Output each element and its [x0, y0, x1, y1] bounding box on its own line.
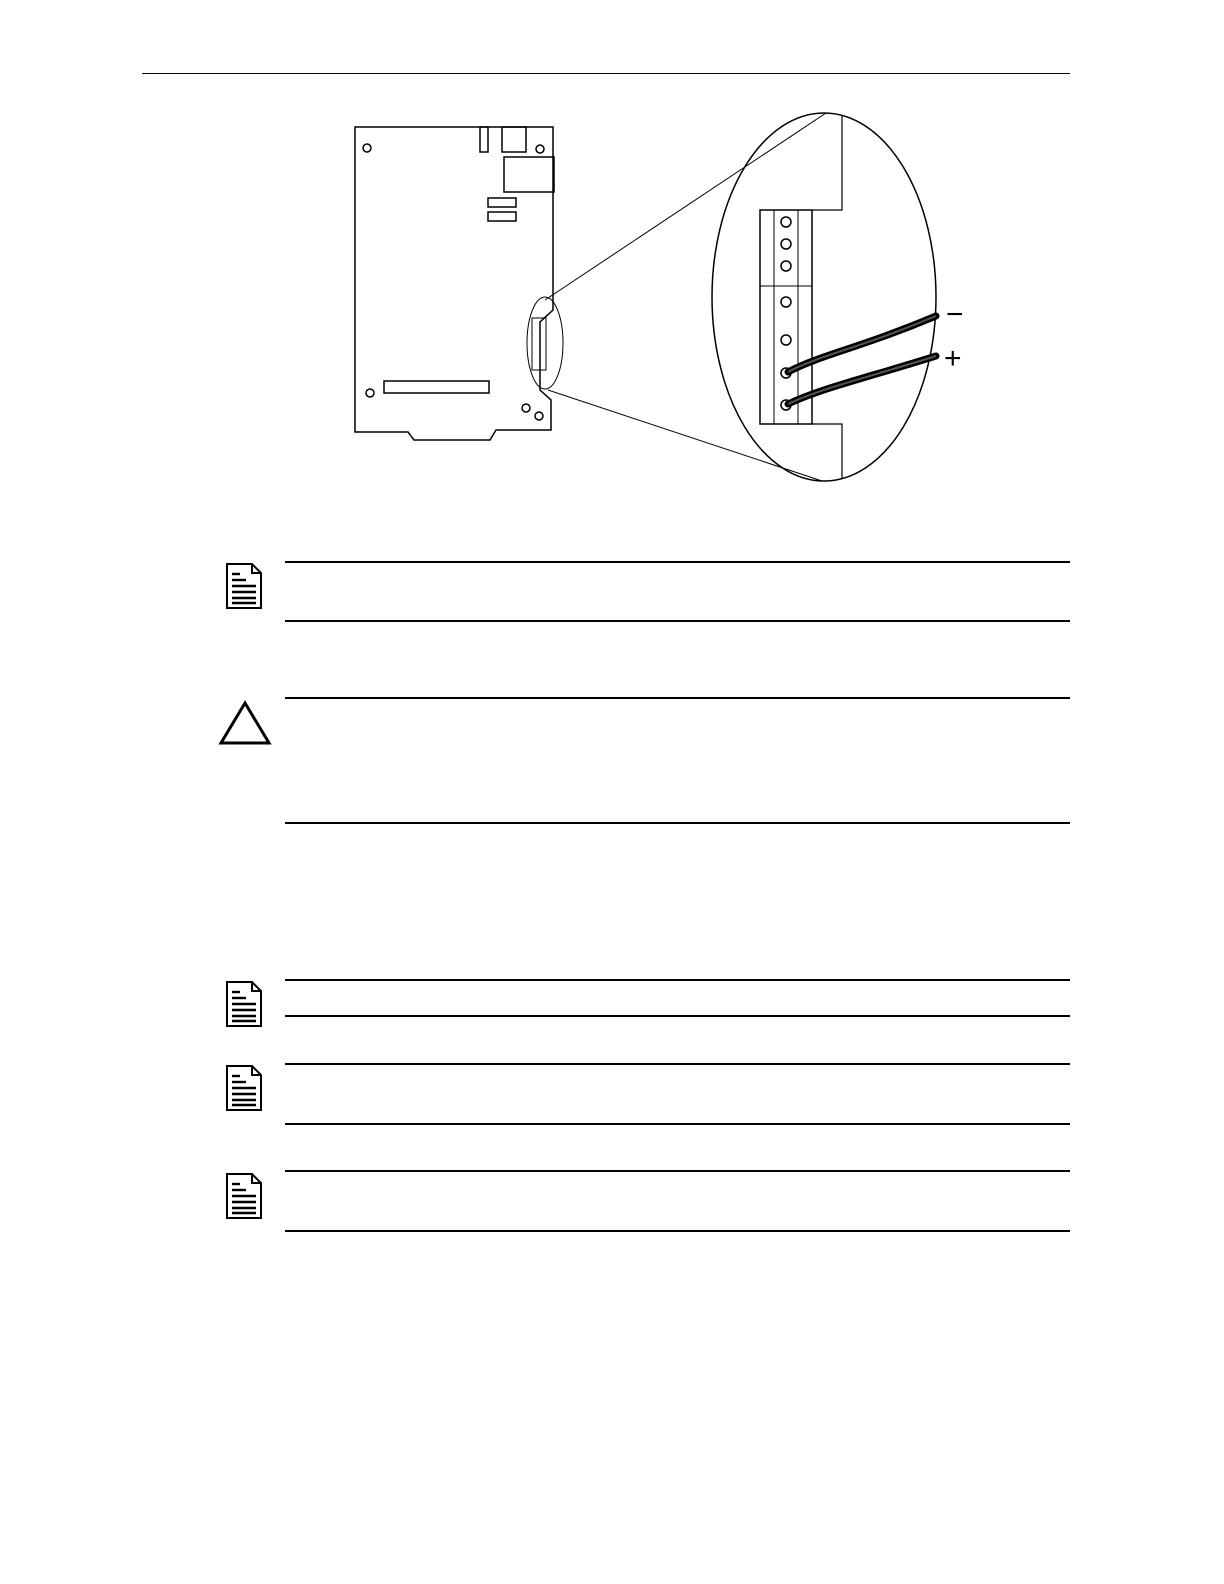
header-rule: [142, 73, 1070, 74]
magnified-view: [712, 113, 936, 481]
edge-connector: [384, 381, 489, 393]
note-3-top-rule: [285, 1063, 1070, 1065]
mount-hole: [535, 412, 543, 420]
rj-jack: [504, 157, 554, 192]
terminal-screw: [781, 261, 791, 271]
note-icon: [224, 1064, 264, 1112]
minus-label: −: [946, 298, 964, 331]
terminal-screw: [781, 217, 791, 227]
caution-bottom-rule: [285, 822, 1070, 824]
caution-top-rule: [285, 697, 1070, 699]
plus-label: +: [944, 342, 962, 375]
note-icon: [224, 1172, 264, 1220]
top-connector-small: [480, 127, 488, 152]
mount-hole: [366, 389, 374, 397]
note-4-top-rule: [285, 1170, 1070, 1172]
note-2-bottom-rule: [285, 1015, 1070, 1017]
chip-b: [488, 212, 516, 221]
mount-hole: [536, 145, 544, 153]
note-icon: [224, 980, 264, 1028]
note-2-top-rule: [285, 979, 1070, 981]
zoom-line-top: [545, 113, 826, 300]
mount-hole: [522, 404, 530, 412]
board-terminal-block: [532, 318, 546, 370]
note-icon: [224, 562, 264, 610]
note-1-top-rule: [285, 561, 1070, 563]
note-3-bottom-rule: [285, 1123, 1070, 1125]
caution-icon: [218, 700, 272, 746]
terminal-screw: [781, 239, 791, 249]
magnified-board-edge: [812, 424, 842, 478]
magnified-board-edge: [812, 116, 842, 210]
note-4-bottom-rule: [285, 1230, 1070, 1232]
mount-hole: [363, 144, 371, 152]
magnified-terminal-block: [760, 210, 812, 424]
circuit-board-diagram: [340, 100, 1000, 500]
chip-a: [488, 198, 516, 207]
note-1-bottom-rule: [285, 620, 1070, 622]
terminal-screw: [781, 335, 791, 345]
terminal-screw: [781, 297, 791, 307]
top-connector-large: [502, 127, 526, 152]
